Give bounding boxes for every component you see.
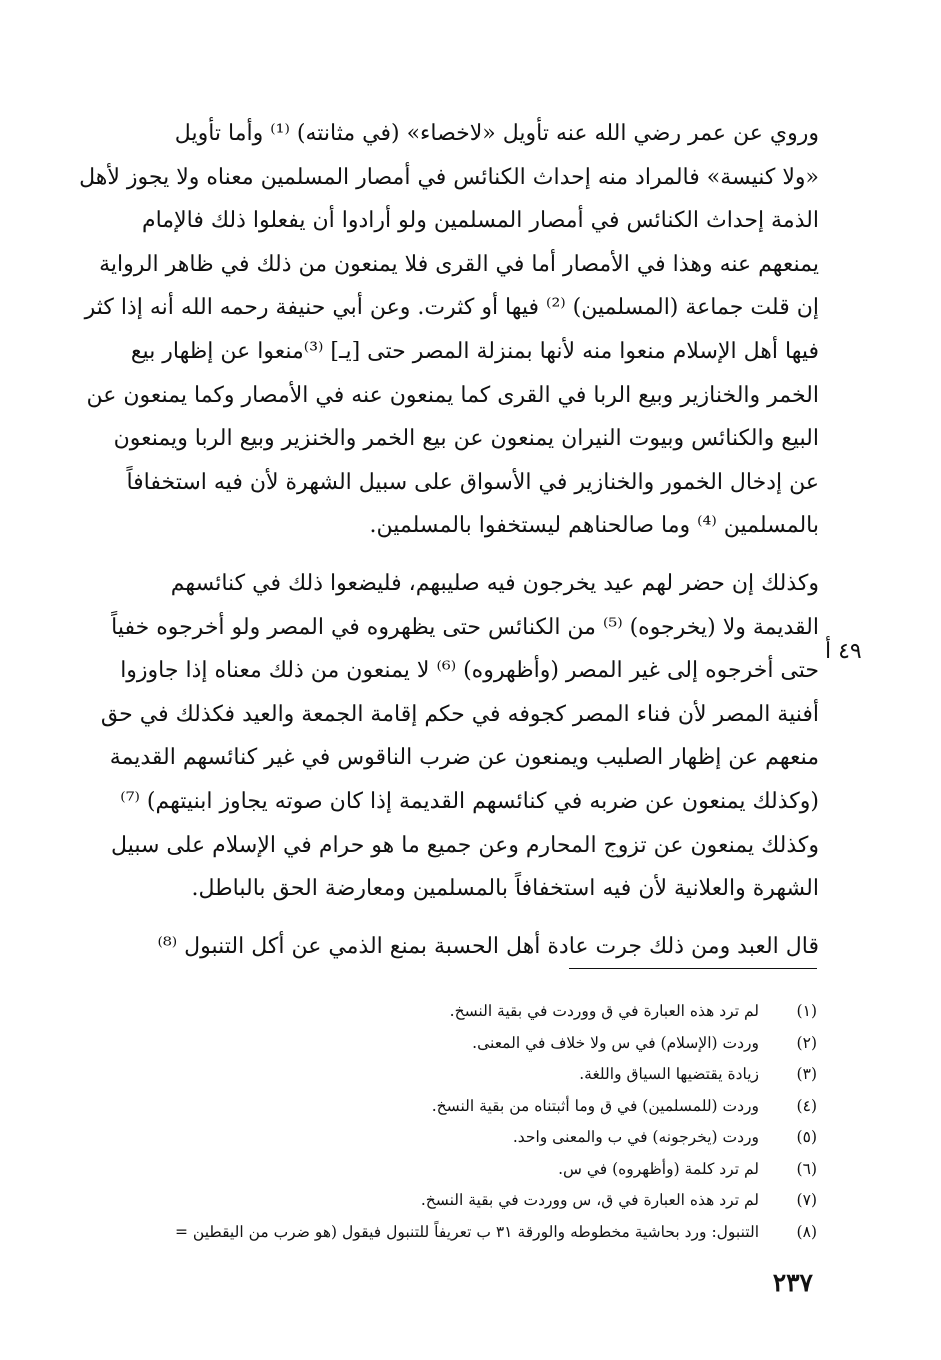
footnote-text: التنبول: ورد بحاشية مخطوطه والورقة ٣١ ب تعريفاً للتنبول فيقول (هو ضرب من اليقطين = (174, 1222, 759, 1241)
footnote-number: (٧) (796, 1191, 817, 1209)
footnote-number: (١) (796, 1002, 817, 1020)
text-line: وكذلك إن حضر لهم عيد يخرجون فيه صليبهم، فليضعوا ذلك في كنائسهم (170, 570, 819, 596)
paragraph-3 (127, 925, 819, 969)
footnote-number: (٨) (796, 1222, 817, 1241)
text-line: إن قلت جماعة (المسلمين) ⁽²⁾ فيها أو كثرت. وعن أبي حنيفة رحمه الله أنه إذا كثر (84, 295, 819, 321)
paragraph-1 (79, 112, 819, 548)
footnote-item (117, 1217, 817, 1249)
text-line: عن إدخال الخمور والخنازير في الأسواق على سبيل الشهرة لأن فيه استخفافاً (126, 469, 819, 495)
footnote-item (117, 1185, 817, 1217)
text-line: منعهم عن إظهار الصليب ويمنعون عن ضرب الناقوس في غير كنائسهم القديمة (109, 745, 819, 771)
text-line: قال العبد ومن ذلك جرت عادة أهل الحسبة بمنع الذمي عن أكل التنبول ⁽⁸⁾ (157, 933, 819, 959)
main-text (79, 112, 819, 968)
footnote-number: (٣) (796, 1065, 817, 1083)
footnote-number: (٤) (796, 1096, 817, 1115)
footnote-item (117, 996, 817, 1028)
text-line: أفنية المصر لأن فناء المصر كجوفه في حكم إقامة الجمعة والعيد فكذلك في حق (100, 701, 819, 727)
footnote-text: وردت (للمسلمين) في ق وما أثبتناه من بقية النسخ. (431, 1096, 759, 1115)
footnote-text: لم ترد هذه العبارة في ق، س ووردت في بقية النسخ. (420, 1191, 759, 1209)
text-line: القديمة ولا (يخرجوه) ⁽⁵⁾ من الكنائس حتى يظهروه في المصر ولو أخرجوه خفياً (111, 614, 819, 640)
footnote-item (117, 1091, 817, 1123)
paragraph-2 (100, 562, 819, 911)
text-line: بالمسلمين ⁽⁴⁾ وما صالحناهم ليستخفوا بالمسلمين. (369, 513, 819, 539)
footnote-item (117, 1154, 817, 1186)
text-line: الشهرة والعلانية لأن فيه استخفافاً بالمسلمين ومعارضة الحق بالباطل. (191, 876, 819, 902)
footnote-item (117, 1028, 817, 1060)
footnote-text: زيادة يقتضيها السياق واللغة. (579, 1065, 759, 1083)
footnote-text: لم ترد هذه العبارة في ق ووردت في بقية النسخ. (449, 1002, 759, 1020)
footnote-text: وردت (يخرجونه) في ب والمعنى واحد. (512, 1128, 759, 1146)
footnote-item (117, 1059, 817, 1091)
text-line: وكذلك يمنعون عن تزوج المحارم وعن جميع ما هو حرام في الإسلام على سبيل (111, 832, 819, 858)
footnote-text: لم ترد كلمة (وأظهروه) في س. (558, 1159, 759, 1178)
text-line: الذمة إحداث الكنائس في أمصار المسلمين ولو أرادوا أن يفعلوا ذلك فالإمام (141, 208, 819, 234)
text-line: حتى أخرجوه إلى غير المصر (وأظهروه) ⁽⁶⁾ لا يمنعون من ذلك معناه إذا جاوزوا (120, 658, 819, 684)
text-line: فيها أهل الإسلام منعوا منه لأنها بمنزلة المصر حتى [يـ] ⁽³⁾منعوا عن إظهار بيع (130, 338, 819, 364)
text-line: وروي عن عمر رضي الله عنه تأويل «لاخصاء» (في مثانته) ⁽¹⁾ وأما تأويل (174, 121, 819, 146)
page-number: ٢٣٧ (772, 1268, 813, 1297)
text-line: يمنعهم عنه وهذا في الأمصار أما في القرى فلا يمنعون من ذلك في ظاهر الرواية (99, 251, 819, 277)
footnote-number: (٥) (796, 1128, 817, 1146)
footnote-number: (٦) (796, 1159, 817, 1178)
footnote-text: وردت (الإسلام) في س ولا خلاف في المعنى. (472, 1033, 759, 1052)
footnotes-list (117, 996, 817, 1248)
text-line: الخمر والخنازير وبيع الربا في القرى كما يمنعون عنه في الأمصار وكما يمنعون عن (86, 382, 819, 408)
text-line: «ولا كنيسة» فالمراد منه إحداث الكنائس في أمصار المسلمين معناه ولا يجوز لأهل (79, 164, 819, 190)
text-line: البيع والكنائس وبيوت النيران يمنعون عن بيع الخمر والخنزير وبيع الربا ويمنعون (113, 426, 819, 452)
manuscript-folio-marker: ٤٩ أ (825, 639, 862, 664)
text-line: (وكذلك يمنعون عن ضربه في كنائسهم القديمة إذا كان صوته يجاوز ابنيتهم) ⁽⁷⁾ (120, 788, 819, 814)
footnote-item (117, 1122, 817, 1154)
footnote-divider (569, 968, 817, 969)
footnote-number: (٢) (796, 1033, 817, 1052)
